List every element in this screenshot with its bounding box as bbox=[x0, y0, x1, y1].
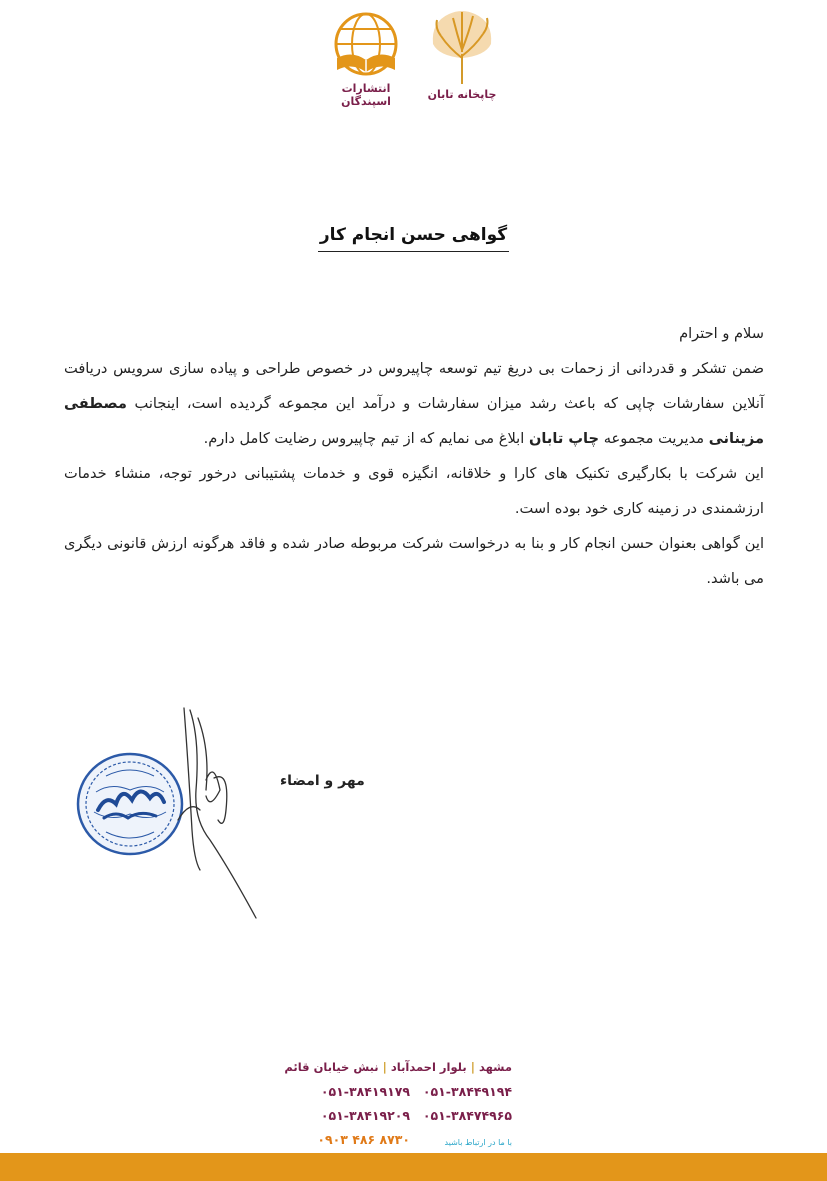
paragraph-1 bbox=[64, 351, 764, 456]
greeting: سلام و احترام bbox=[679, 325, 764, 342]
company-name: چاپ تابان bbox=[528, 430, 600, 447]
letter-body bbox=[64, 316, 764, 596]
publisher-logo bbox=[323, 8, 409, 118]
document-title: گواهی حسن انجام کار bbox=[318, 225, 509, 252]
signature-label: مهر و امضاء bbox=[280, 773, 365, 789]
phone-3[interactable]: ۰۵۱-۳۸۴۷۴۹۶۵ bbox=[422, 1108, 512, 1123]
paragraph-1-end: ابلاغ می نمایم که از تیم چاپیروس رضایت کامل دارم. bbox=[203, 430, 529, 447]
mobile-number[interactable]: ۰۹۰۳ ۴۸۶ ۸۷۳۰ bbox=[317, 1132, 410, 1147]
address-street: بلوار احمدآباد bbox=[390, 1060, 467, 1074]
footer-slogan: با ما در ارتباط باشید bbox=[444, 1138, 512, 1147]
signature-area bbox=[70, 700, 370, 930]
paragraph-2: این شرکت با بکارگیری تکنیک های کارا و خلاقانه، انگیزه قوی و خدمات پشتیبانی درخور توجه، منشاء خدمات ارزشمندی در زمینه کاری خود بوده است. bbox=[64, 465, 764, 517]
printer-logo bbox=[419, 8, 505, 118]
address bbox=[284, 1060, 512, 1074]
document-title-wrap bbox=[0, 225, 827, 252]
signer-name: مصطفی مزینانی bbox=[64, 395, 764, 447]
paragraph-1-start: ضمن تشکر و قدردانی از زحمات بی دریغ تیم توسعه چاپیروس در خصوص طراحی و پیاده سازی سرویس دریافت آنلاین سفارشات چاپی که باعث رشد میزان سفارشات و درآمد این مجموعه گردیده است، اینجانب bbox=[64, 360, 764, 412]
address-separator: | bbox=[470, 1060, 475, 1074]
phone-4[interactable]: ۰۵۱-۳۸۴۱۹۲۰۹ bbox=[320, 1108, 410, 1123]
address-separator: | bbox=[382, 1060, 387, 1074]
publisher-name: انتشارات اسپندگان bbox=[341, 82, 391, 108]
letterhead-logos bbox=[319, 0, 507, 122]
contact-footer bbox=[284, 1052, 516, 1152]
address-corner: نبش خیابان قائم bbox=[284, 1060, 379, 1074]
phone-2[interactable]: ۰۵۱-۳۸۴۱۹۱۷۹ bbox=[320, 1084, 410, 1099]
round-stamp-icon bbox=[76, 752, 184, 856]
tree-icon bbox=[427, 8, 497, 86]
address-city: مشهد bbox=[478, 1060, 512, 1074]
printer-name: چاپخانه تابان bbox=[427, 88, 497, 101]
paragraph-1-mid: مدیریت مجموعه bbox=[599, 430, 709, 447]
paragraph-3: این گواهی بعنوان حسن انجام کار و بنا به درخواست شرکت مربوطه صادر شده و فاقد هرگونه ارزش قانونی دیگری می باشد. bbox=[64, 535, 764, 587]
globe-book-icon bbox=[327, 8, 405, 80]
phone-1[interactable]: ۰۵۱-۳۸۴۴۹۱۹۴ bbox=[422, 1084, 512, 1099]
footer-bar bbox=[0, 1153, 827, 1181]
handwritten-signature-icon bbox=[170, 700, 270, 920]
